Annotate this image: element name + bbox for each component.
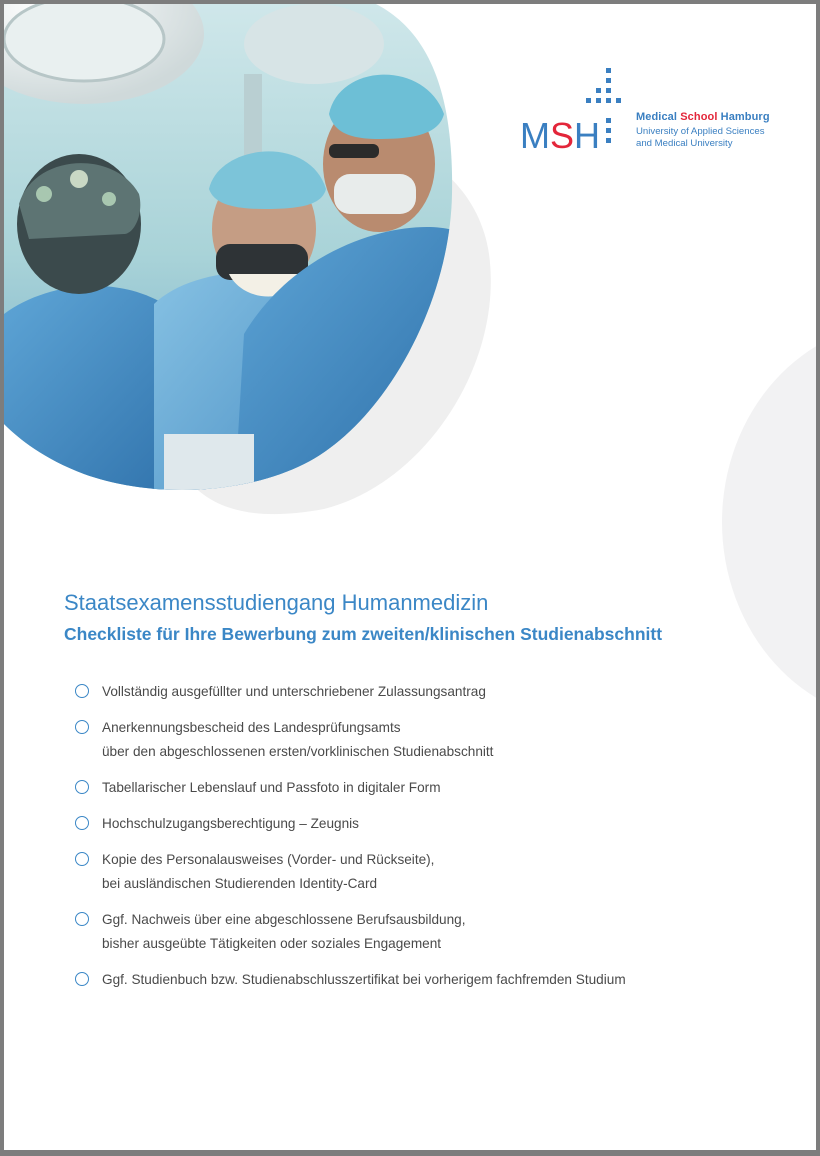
svg-text:S: S — [550, 115, 575, 156]
checklist-item-text-line2: über den abgeschlossenen ersten/vorklinischen Studienabschnitt — [102, 744, 494, 759]
checkbox-circle-icon[interactable] — [75, 720, 89, 734]
checklist-item — [74, 716, 794, 764]
logo-subtitle-line1: University of Applied Sciences — [636, 126, 765, 137]
checklist-item-text-line2: bei ausländischen Studierenden Identity-Card — [102, 876, 378, 891]
checklist-item-text: Vollständig ausgefüllter und unterschriebener Zulassungsantrag — [102, 684, 486, 699]
svg-text:H: H — [574, 115, 600, 156]
logo-name-part2: School — [680, 111, 718, 123]
checkbox-circle-icon[interactable] — [75, 816, 89, 830]
logo-name-part3: Hamburg — [717, 111, 770, 123]
logo-name-part1: Medical — [636, 111, 681, 123]
checklist-item-text: Hochschulzugangsberechtigung – Zeugnis — [102, 816, 359, 831]
checklist-item — [74, 680, 794, 704]
checkbox-circle-icon[interactable] — [75, 780, 89, 794]
checklist-item-text: Tabellarischer Lebenslauf und Passfoto in digitaler Form — [102, 780, 441, 795]
document-page — [4, 4, 816, 1150]
checkbox-circle-icon[interactable] — [75, 912, 89, 926]
msh-logo-mark — [516, 66, 626, 156]
checklist-item-text: Kopie des Personalausweises (Vorder- und Rückseite), — [102, 852, 435, 867]
checklist-item — [74, 848, 794, 896]
checklist-item-text-line2: bisher ausgeübte Tätigkeiten oder soziales Engagement — [102, 936, 442, 951]
checklist-item-text: Ggf. Nachweis über eine abgeschlossene Berufsausbildung, — [102, 912, 466, 927]
checkbox-circle-icon[interactable] — [75, 972, 89, 986]
application-checklist — [74, 680, 794, 992]
document-title: Staatsexamensstudiengang Humanmedizin — [64, 590, 489, 615]
document-subtitle: Checkliste für Ihre Bewerbung zum zweiten/klinischen Studienabschnitt — [64, 624, 663, 644]
checklist-item — [74, 812, 794, 836]
checklist-item-text: Ggf. Studienbuch bzw. Studienabschlusszertifikat bei vorherigem fachfremden Studium — [102, 972, 626, 987]
checkbox-circle-icon[interactable] — [75, 684, 89, 698]
svg-text:M: M — [520, 115, 551, 156]
checklist-item — [74, 776, 794, 800]
checklist-item-text: Anerkennungsbescheid des Landesprüfungsamts — [102, 720, 401, 735]
logo-school-name — [636, 111, 770, 123]
checklist-item — [74, 908, 794, 956]
logo-subtitle-line2: and Medical University — [636, 138, 733, 149]
checkbox-circle-icon[interactable] — [75, 852, 89, 866]
checklist-item — [74, 968, 794, 992]
msh-logo — [516, 66, 776, 162]
